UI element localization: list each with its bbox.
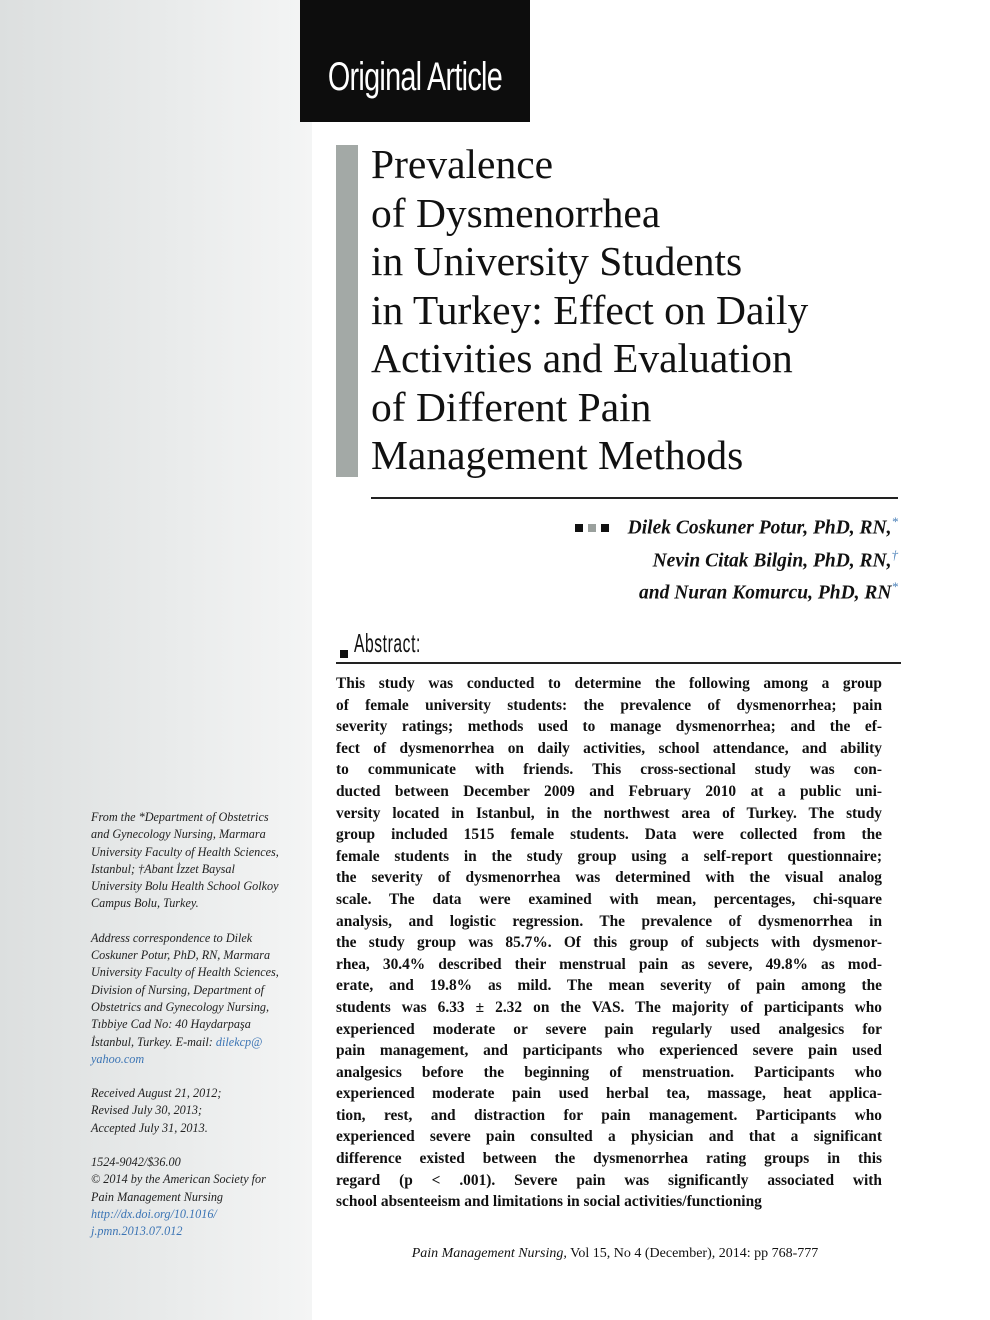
title-line: Prevalence: [371, 141, 554, 187]
correspondence-line: Obstetrics and Gynecology Nursing,: [91, 999, 270, 1014]
abstract-line: the severity of dysmenorrhea was determined with the visual analog: [336, 869, 882, 887]
abstract-line: students was 6.33 ± 2.32 on the VAS. The majority of participants who: [336, 998, 882, 1016]
affiliation-line: Istanbul; †Abant İzzet Baysal: [91, 861, 235, 876]
author-name: Nevin Citak Bilgin, PhD, RN,: [652, 550, 892, 571]
abstract-heading: [336, 630, 901, 664]
correspondence-line: University Faculty of Health Sciences,: [91, 965, 279, 980]
email-link[interactable]: yahoo.com: [91, 1051, 145, 1066]
title-line: of Dysmenorrhea: [371, 189, 661, 236]
abstract-line: female students in the study group using a self-report questionnaire;: [336, 847, 882, 865]
abstract-line: analysis, and logistic regression. The prevalence of dysmenorrhea in: [336, 912, 882, 930]
abstract-line: scale. The data were examined with mean, percentages, chi-square: [336, 890, 882, 908]
abstract-line: the study group was 85.7%. Of this group of subjects with dysmenor-: [336, 934, 882, 952]
title-line: Activities and Evaluation: [371, 335, 793, 381]
affiliation-line: Campus Bolu, Turkey.: [91, 896, 199, 911]
correspondence-line: Tıbbiye Cad No: 40 Haydarpaşa: [91, 1017, 251, 1032]
abstract-line: school absenteeism and limitations in social activities/functioning: [336, 1193, 762, 1211]
journal-name: Pain Management Nursing,: [411, 1246, 567, 1261]
abstract-line: of female university students: the prevalence of dysmenorrhea; pain: [336, 696, 882, 714]
affiliation-line: University Bolu Health School Golkoy: [91, 879, 279, 894]
author-list: [338, 509, 898, 607]
correspondence-line: [91, 1034, 311, 1051]
citation-details: Vol 15, No 4 (December), 2014: pp 768-777: [566, 1246, 819, 1261]
author-bullets-icon: [575, 514, 614, 540]
doi-link[interactable]: http://dx.doi.org/10.1016/: [91, 1206, 217, 1221]
square-bullet-icon: [340, 650, 348, 658]
abstract-line: rhea, 30.4% described their menstrual pain as severe, 49.8% as mod-: [336, 955, 882, 973]
abstract-heading-label: Abstract:: [354, 628, 421, 658]
issn: 1524-9042/$36.00: [91, 1155, 181, 1170]
article-dates: [91, 1085, 311, 1137]
correspondence-line: Coskuner Potur, PhD, RN, Marmara: [91, 948, 271, 963]
affiliation-line: and Gynecology Nursing, Marmara: [91, 827, 266, 842]
copyright-line: © 2014 by the American Society for: [91, 1172, 266, 1187]
affiliations: [91, 809, 311, 913]
abstract-body: [336, 673, 882, 1213]
title-line: in University Students: [371, 238, 743, 284]
author-name: Dilek Coskuner Potur, PhD, RN,: [627, 517, 892, 539]
correspondence-line: Address correspondence to Dilek: [91, 930, 253, 945]
abstract-line: pain management, and participants who experienced severe pain used: [336, 1042, 882, 1060]
journal-citation: [0, 1246, 990, 1262]
author-line: [338, 574, 898, 607]
email-link[interactable]: dilekcp@: [215, 1034, 263, 1049]
title-accent-bar: [336, 145, 358, 477]
author-line: [338, 509, 898, 542]
article-title: [371, 140, 931, 480]
abstract-line: experienced severe pain consulted a physician and that a significant: [336, 1128, 882, 1146]
correspondence: [91, 930, 311, 1068]
abstract-line: tion, rest, and distraction for pain management. Participants who: [336, 1106, 882, 1124]
abstract-line: difference existed between the dysmenorrhea rating groups in this: [336, 1150, 882, 1168]
abstract-line: erate, and 19.8% as mild. The mean severity of pain among the: [336, 977, 882, 995]
affiliation-line: From the *Department of Obstetrics: [91, 810, 269, 824]
doi-link[interactable]: j.pmn.2013.07.012: [91, 1224, 183, 1239]
title-line: Management Methods: [371, 432, 744, 478]
date-line: Received August 21, 2012;: [91, 1086, 222, 1101]
publication-info: [91, 1154, 311, 1240]
abstract-line: to communicate with friends. This cross-sectional study was con-: [336, 761, 882, 779]
abstract-line: ducted between December 2009 and February 2010 at a public uni-: [336, 782, 882, 800]
affiliation-line: University Faculty of Health Sciences,: [91, 844, 279, 859]
abstract-line: experienced moderate or severe pain regularly used analgesics for: [336, 1020, 882, 1038]
abstract-line: group included 1515 female students. Data were collected from the: [336, 826, 882, 844]
author-name: and Nuran Komurcu, PhD, RN: [639, 582, 892, 604]
abstract-line: regard (p < .001). Severe pain was significantly associated with: [336, 1171, 882, 1189]
abstract-line: This study was conducted to determine the following among a group: [336, 675, 882, 692]
abstract-line: versity located in Istanbul, in the northwest area of Turkey. The study: [336, 804, 882, 822]
correspondence-line-text: İstanbul, Turkey. E-mail:: [91, 1034, 213, 1049]
affiliation-mark: *: [891, 579, 898, 594]
date-line: Accepted July 31, 2013.: [91, 1120, 208, 1135]
abstract-line: fect of dysmenorrhea on daily activities, school attendance, and ability: [336, 739, 882, 757]
section-label: Original Article: [300, 0, 530, 122]
abstract-line: severity ratings; methods used to manage dysmenorrhea; and the ef-: [336, 718, 882, 736]
title-line: of Different Pain: [371, 383, 652, 430]
title-line: in Turkey: Effect on Daily: [371, 286, 809, 333]
title-divider: [371, 497, 898, 499]
abstract-line: analgesics before the beginning of menstruation. Participants who: [336, 1063, 882, 1081]
date-line: Revised July 30, 2013;: [91, 1103, 203, 1118]
abstract-line: experienced moderate pain used herbal tea, massage, heat applica-: [336, 1085, 882, 1103]
author-line: [338, 542, 898, 575]
copyright-line: Pain Management Nursing: [91, 1189, 224, 1204]
affiliation-mark: *: [891, 514, 898, 529]
affiliation-mark: †: [891, 546, 898, 562]
article-info-sidebar: [91, 809, 311, 1258]
correspondence-line: Division of Nursing, Department of: [91, 982, 264, 997]
